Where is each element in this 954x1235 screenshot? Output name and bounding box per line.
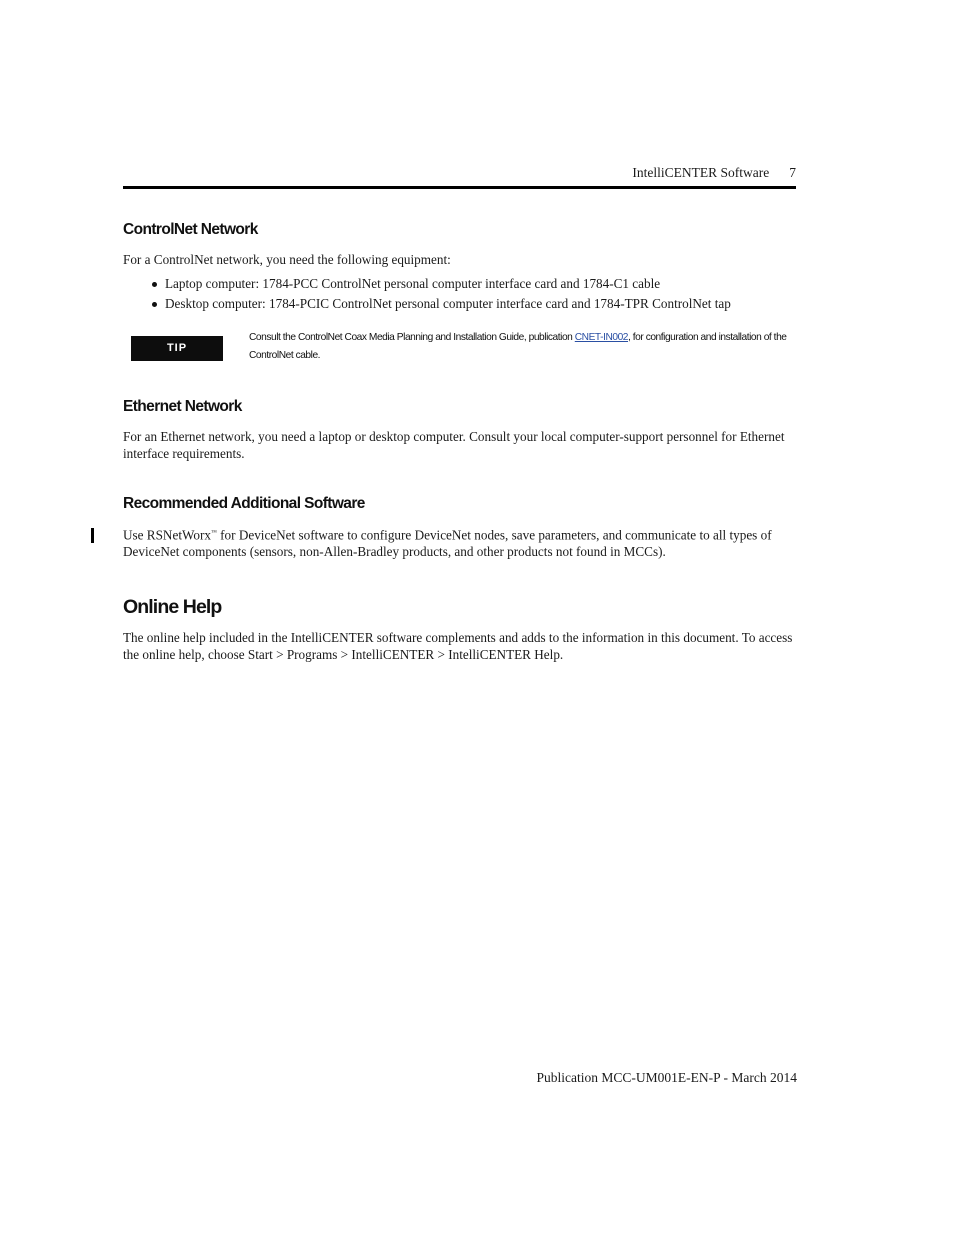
running-header <box>123 164 796 182</box>
page-number: 7 <box>789 165 796 180</box>
additional-software-heading: Recommended Additional Software <box>123 495 365 512</box>
rsnetworx-name: Use RSNetWorx <box>123 527 211 543</box>
online-help-heading: Online Help <box>123 596 222 618</box>
tip-text <box>249 329 801 365</box>
list-item-text: Laptop computer: 1784-PCC ControlNet personal computer interface card and 1784-C1 cable <box>165 276 661 291</box>
trademark-mark: ™ <box>210 530 217 536</box>
ethernet-body: For an Ethernet network, you need a laptop or desktop computer. Consult your local computer-support personnel for Ethernet interface requirements. <box>123 429 785 461</box>
bullet-icon <box>152 302 157 307</box>
header-rule <box>123 186 796 189</box>
change-bar <box>91 528 94 543</box>
tip-text-after: , for configuration and installation of the ControlNet cable. <box>249 332 787 361</box>
header-section-title: IntelliCENTER Software <box>632 165 770 180</box>
bullet-icon <box>152 282 157 287</box>
additional-software-body <box>123 525 799 560</box>
tip-label: TIP <box>131 336 223 361</box>
publication-footer: Publication MCC-UM001E-EN-P - March 2014 <box>536 1070 797 1085</box>
tip-text-before: Consult the ControlNet Coax Media Planning and Installation Guide, publication <box>249 332 575 343</box>
online-help-body: The online help included in the IntelliCENTER software complements and adds to the information in this document. To access the online help, choose Start > Programs > IntelliCENTER > IntelliCENTER Help. <box>123 630 793 662</box>
additional-software-text: for DeviceNet software to configure DeviceNet nodes, save parameters, and communicate to all types of DeviceNet components (sensors, non-Allen-Bradley products, and other products not found in MCCs). <box>123 527 772 560</box>
cnet-in002-link[interactable]: CNET-IN002 <box>574 332 629 343</box>
list-item <box>123 275 799 295</box>
list-item <box>123 295 799 315</box>
list-item-text: Desktop computer: 1784-PCIC ControlNet personal computer interface card and 1784-TPR ControlNet tap <box>165 296 731 311</box>
controlnet-intro: For a ControlNet network, you need the following equipment: <box>123 252 451 267</box>
ethernet-heading: Ethernet Network <box>123 398 242 415</box>
controlnet-heading: ControlNet Network <box>123 221 258 238</box>
controlnet-equipment-list <box>123 275 799 315</box>
